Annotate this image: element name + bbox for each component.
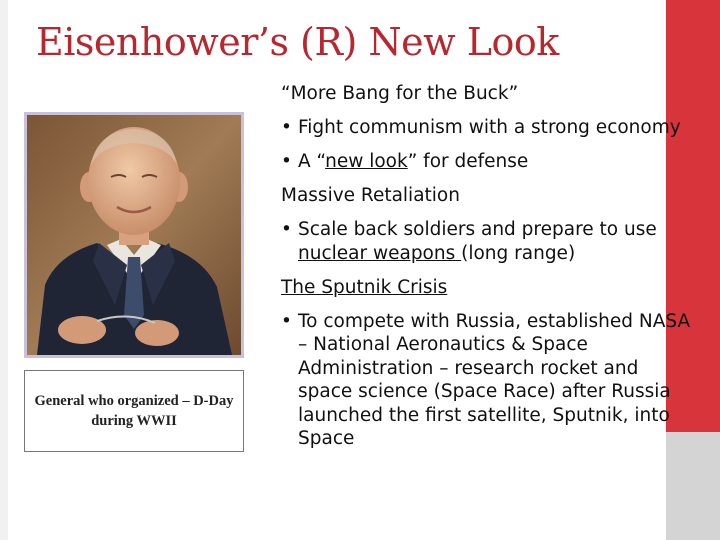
bullet-text-pre: Scale back soldiers and prepare to use [298, 219, 657, 240]
bullet-text: To compete with Russia, established NASA – National Aeronautics & Space Administration – research rocket and space science (Space Race) after Russia launched the first satellite, Sputnik, into Space [298, 310, 691, 449]
bullet-dot: • [281, 310, 292, 332]
bullet-dot: • [281, 151, 292, 172]
bullet-dot: • [281, 219, 292, 240]
heading-sputnik-crisis[interactable]: The Sputnik Crisis [281, 276, 448, 298]
bullet-text-post: ” for defense [407, 151, 529, 172]
caption-box [24, 370, 244, 452]
portrait-drawing [27, 115, 241, 355]
nuclear-weapons-link[interactable]: nuclear weapons [298, 242, 462, 264]
heading-massive-retaliation: Massive Retaliation [281, 185, 460, 206]
bullet-strong-economy [281, 116, 691, 140]
eisenhower-portrait [24, 112, 244, 358]
bullet-text: Fight communism with a strong economy [298, 117, 681, 138]
bullet-text-post: (long range) [461, 242, 576, 264]
slide-title: Eisenhower’s (R) New Look [36, 20, 559, 64]
content-body [281, 82, 691, 461]
heading-more-bang: “More Bang for the Buck” [281, 83, 519, 104]
caption-text: General who organized – D-Day during WWII [34, 393, 234, 429]
bullet-nasa [281, 310, 691, 451]
new-look-link[interactable]: new look [325, 151, 408, 172]
bullet-text-pre: A “ [298, 151, 326, 172]
bullet-dot: • [281, 117, 292, 138]
bullet-scale-back [281, 218, 691, 265]
bullet-new-look [281, 150, 691, 174]
left-edge-strip [0, 0, 8, 540]
